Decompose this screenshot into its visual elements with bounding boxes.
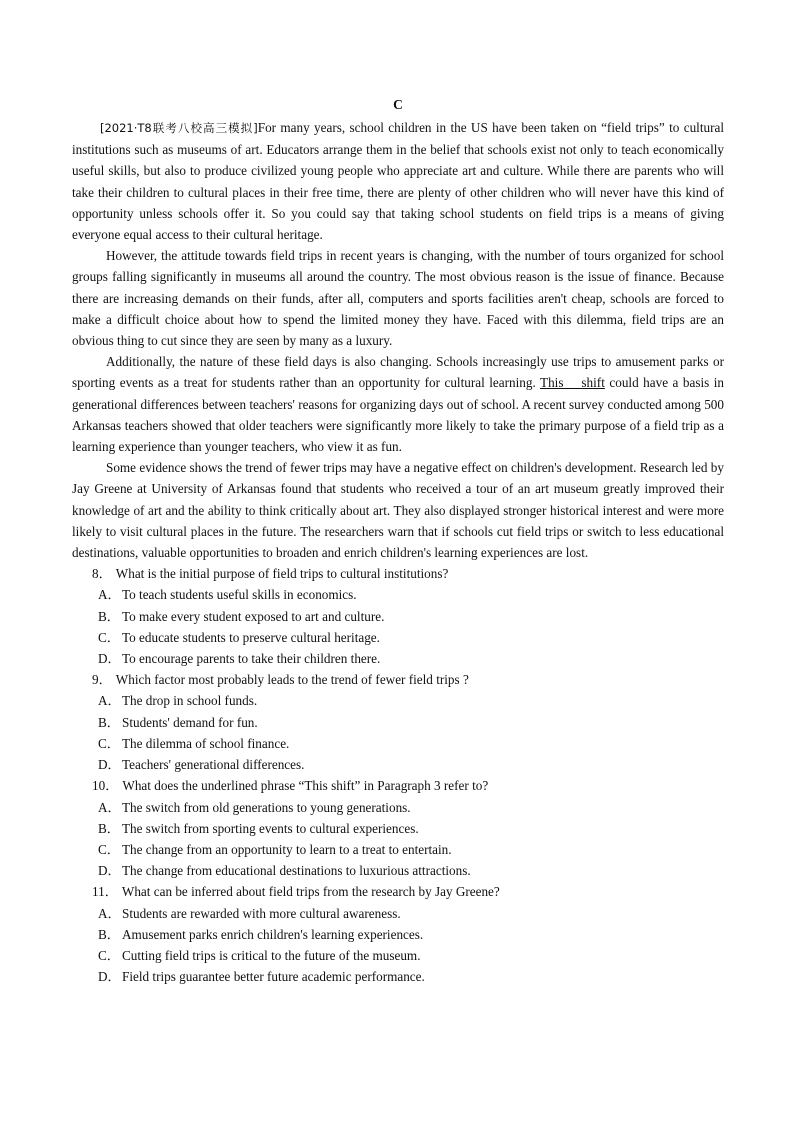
question-number: 11．	[92, 884, 118, 900]
option-text: To teach students useful skills in economics.	[122, 587, 357, 603]
question-stem	[72, 669, 724, 690]
option-text: Teachers' generational differences.	[122, 757, 305, 773]
answer-option[interactable]	[72, 860, 724, 881]
passage-paragraph-3	[72, 351, 724, 457]
option-letter: C．	[98, 841, 120, 857]
paragraph-1-text: For many years, school children in the US have been taken on “field trips” to cultural institutions such as museums of art. Educators arrange them in the belief that schools exist not only to teach economically useful skills, but also to produce civilized young people who appreciate art and culture. While there are parents who will take their children to cultural places in their free time, there are plenty of other children who will never have this kind of opportunity unless schools offer it. So you could say that taking school students on field trips is a means of giving everyone equal access to their cultural heritage.	[72, 120, 724, 243]
option-letter: D．	[98, 757, 121, 773]
question-number: 9．	[92, 672, 112, 688]
passage-paragraph-4: Some evidence shows the trend of fewer trips may have a negative effect on children's development. Research led by Jay Greene at University of Arkansas found that students who received a tour of an art museum greatly improved their knowledge of art and the ability to think critically about art. They also displayed stronger historical interest and were more likely to visit cultural places in the future. The researchers warn that if schools cut field trips or switch to less educational destinations, valuable opportunities to broaden and enrich children's learning experiences are lost.	[72, 460, 724, 561]
question-item	[72, 563, 724, 669]
answer-option[interactable]	[72, 903, 724, 924]
answer-option[interactable]	[72, 627, 724, 648]
question-item	[72, 775, 724, 881]
paragraph-3-text-after: could have a basis in generational differences between teachers' reasons for organizing days out of school. A recent survey conducted among 500 Arkansas teachers showed that older teachers were significantly more likely to take the primary purpose of a field trip as a learning experience than younger teachers, who view it as fun.	[72, 375, 725, 455]
option-text: Amusement parks enrich children's learning experiences.	[122, 926, 424, 942]
option-letter: A．	[98, 693, 121, 709]
option-text: Cutting field trips is critical to the future of the museum.	[122, 947, 421, 963]
question-item	[72, 881, 724, 987]
option-text: The switch from sporting events to cultural experiences.	[122, 820, 419, 836]
answer-option[interactable]	[72, 754, 724, 775]
question-text: What can be inferred about field trips from the research by Jay Greene?	[121, 884, 500, 900]
option-letter: A．	[98, 799, 121, 815]
source-citation: [2021·T8联考八校高三模拟]	[100, 121, 258, 135]
option-text: Students' demand for fun.	[122, 714, 258, 730]
answer-option[interactable]	[72, 690, 724, 711]
option-text: To educate students to preserve cultural heritage.	[122, 629, 380, 645]
option-letter: D．	[98, 863, 121, 879]
answer-option[interactable]	[72, 945, 724, 966]
question-text: What does the underlined phrase “This shift” in Paragraph 3 refer to?	[122, 778, 489, 794]
option-letter: C．	[98, 629, 120, 645]
answer-option[interactable]	[72, 712, 724, 733]
answer-option[interactable]	[72, 584, 724, 605]
option-text: To encourage parents to take their children there.	[122, 651, 381, 667]
question-item	[72, 669, 724, 775]
question-stem	[72, 563, 724, 584]
passage-paragraph-1	[72, 117, 724, 245]
question-number: 8．	[92, 566, 112, 582]
option-text: Field trips guarantee better future academic performance.	[122, 969, 425, 985]
passage-paragraph-2: However, the attitude towards field trips in recent years is changing, with the number of tours organized for school groups falling significantly in museums all around the country. The most obvious reason is the issue of finance. Because there are increasing demands on their funds, after all, computers and sports facilities aren't cheap, schools are forced to make a difficult choice about how to spend the limited money they have. Faced with this dilemma, field trips are an obvious thing to cut since they are seen by many as a luxury.	[72, 248, 724, 349]
answer-option[interactable]	[72, 797, 724, 818]
option-letter: B．	[98, 926, 120, 942]
option-letter: C．	[98, 735, 120, 751]
option-letter: D．	[98, 651, 121, 667]
answer-option[interactable]	[72, 818, 724, 839]
option-letter: B．	[98, 714, 120, 730]
option-letter: A．	[98, 587, 121, 603]
answer-option[interactable]	[72, 924, 724, 945]
option-letter: D．	[98, 969, 121, 985]
answer-option[interactable]	[72, 733, 724, 754]
question-number: 10．	[92, 778, 119, 794]
question-stem	[72, 881, 724, 902]
option-text: The change from educational destinations to luxurious attractions.	[122, 863, 471, 879]
answer-option[interactable]	[72, 966, 724, 987]
question-text: What is the initial purpose of field trips to cultural institutions?	[115, 566, 449, 582]
option-letter: A．	[98, 905, 121, 921]
question-stem	[72, 775, 724, 796]
answer-option[interactable]	[72, 606, 724, 627]
paragraph-3-text-before: Additionally, the nature of these field days is also changing. Schools increasingly use trips to amusement parks or sporting events as a treat for students rather than an opportunity for cultural learning.	[72, 354, 724, 391]
option-text: To make every student exposed to art and culture.	[122, 608, 385, 624]
option-letter: B．	[98, 608, 120, 624]
answer-option[interactable]	[72, 839, 724, 860]
option-text: Students are rewarded with more cultural awareness.	[122, 905, 401, 921]
option-letter: C．	[98, 947, 120, 963]
question-text: Which factor most probably leads to the trend of fewer field trips ?	[115, 672, 469, 688]
section-title: C	[393, 97, 403, 112]
option-text: The dilemma of school finance.	[122, 735, 290, 751]
option-text: The drop in school funds.	[122, 693, 258, 709]
question-list	[72, 563, 724, 987]
option-text: The change from an opportunity to learn to a treat to entertain.	[122, 841, 452, 857]
underlined-phrase: This shift	[540, 375, 605, 391]
option-letter: B．	[98, 820, 120, 836]
answer-option[interactable]	[72, 648, 724, 669]
option-text: The switch from old generations to young generations.	[122, 799, 411, 815]
